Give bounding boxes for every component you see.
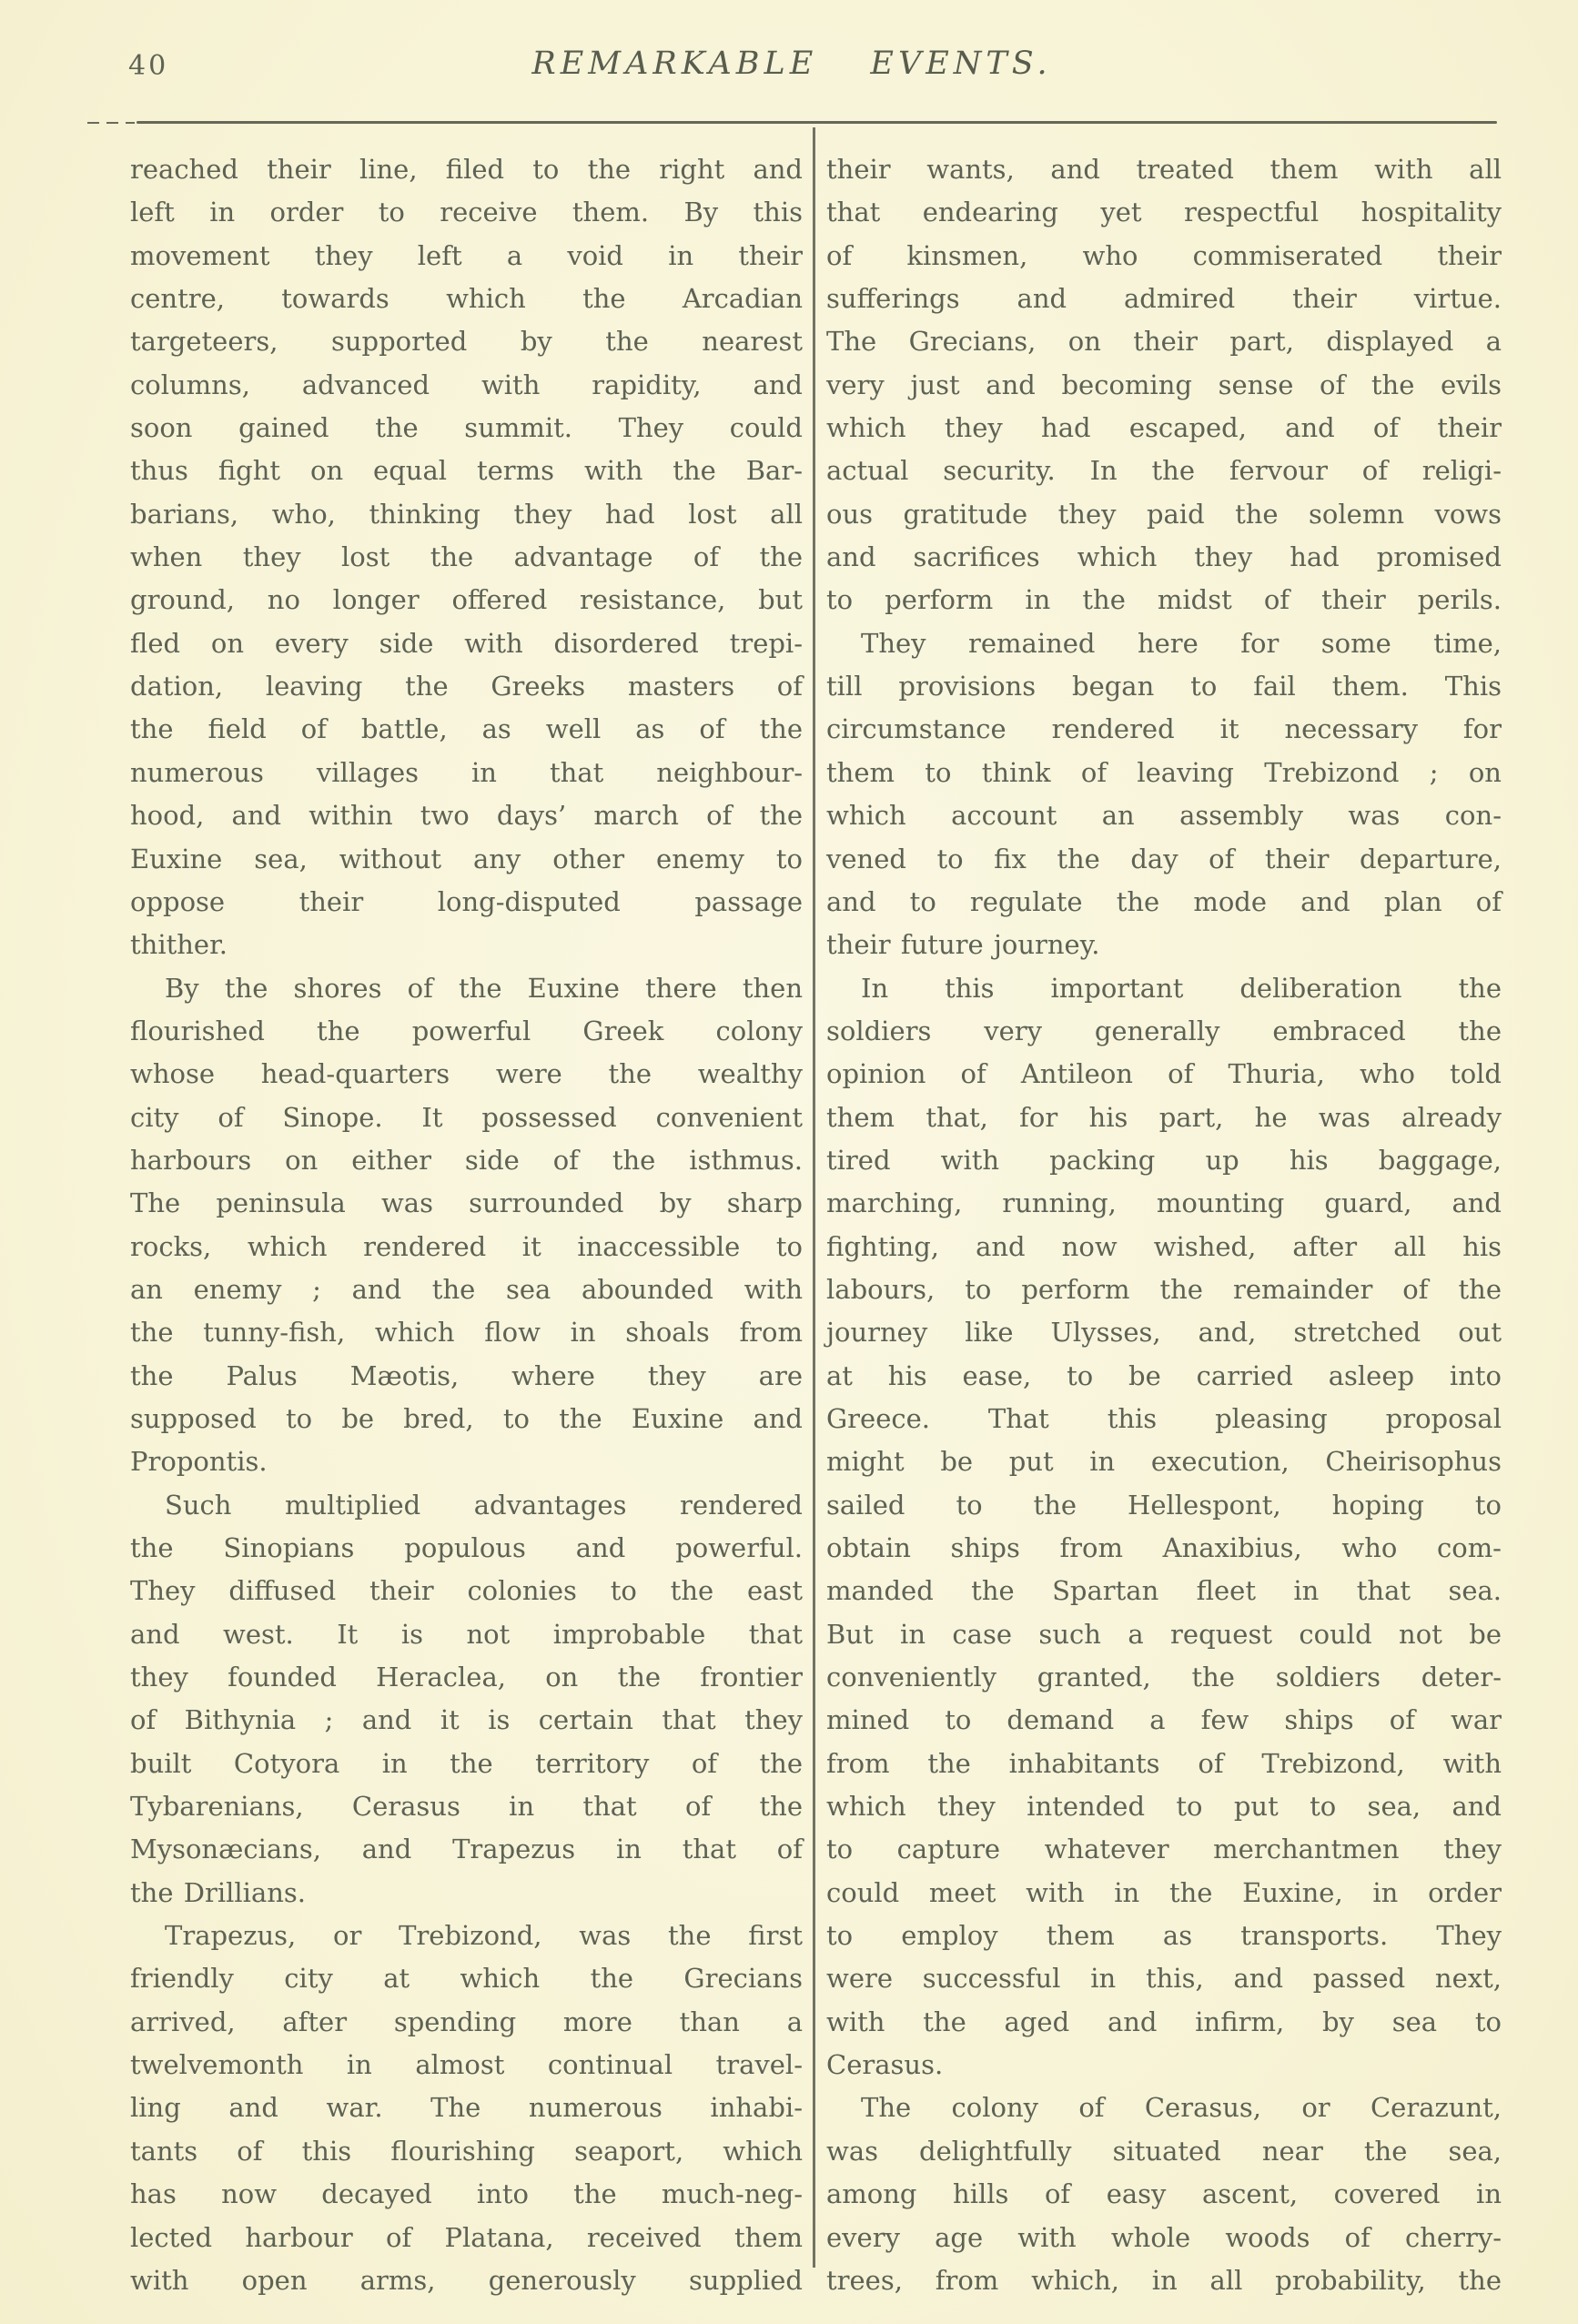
text-line: to capture whatever merchantmen they: [826, 1834, 1502, 1865]
text-line: to perform in the midst of their perils.: [826, 584, 1502, 616]
text-line: numerous villages in that neighbour-: [130, 756, 803, 788]
left-text-column: [130, 148, 803, 2302]
text-line: and west. It is not improbable that: [130, 1618, 803, 1650]
text-line: when they lost the advantage of the: [130, 541, 803, 573]
text-line: thus fight on equal terms with the Bar-: [130, 455, 803, 487]
text-line: of kinsmen, who commiserated their: [826, 239, 1502, 271]
text-line: barians, who, thinking they had lost all: [130, 498, 803, 530]
text-line: from the inhabitants of Trebizond, with: [826, 1747, 1502, 1779]
text-line: soldiers very generally embraced the: [826, 1015, 1502, 1046]
header-rule-dash: [87, 122, 135, 124]
text-line: oppose their long-disputed passage: [130, 885, 803, 917]
header-rule: [137, 121, 1497, 124]
text-line: the field of battle, as well as of the: [130, 713, 803, 745]
text-line: might be put in execution, Cheirisophus: [826, 1446, 1502, 1478]
text-line: supposed to be bred, to the Euxine and: [130, 1402, 803, 1434]
text-line: were successful in this, and passed next,: [826, 1963, 1502, 1995]
text-line: very just and becoming sense of the evils: [826, 369, 1502, 400]
text-line: soon gained the summit. They could: [130, 412, 803, 444]
text-line: The Grecians, on their part, displayed a: [826, 326, 1502, 358]
text-line: Mysonæcians, and Trapezus in that of: [130, 1834, 803, 1865]
text-line: mined to demand a few ships of war: [826, 1704, 1502, 1736]
text-line: them to think of leaving Trebizond ; on: [826, 756, 1502, 788]
text-line: the Sinopians populous and powerful.: [130, 1532, 803, 1563]
text-line: ground, no longer offered resistance, but: [130, 584, 803, 616]
text-line: of Bithynia ; and it is certain that they: [130, 1704, 803, 1736]
text-line: whose head-quarters were the wealthy: [130, 1058, 803, 1090]
text-line: tants of this flourishing seaport, which: [130, 2135, 803, 2167]
text-line: manded the Spartan fleet in that sea.: [826, 1575, 1502, 1607]
text-line: hood, and within two days’ march of the: [130, 800, 803, 832]
text-line: By the shores of the Euxine there then: [165, 972, 803, 1004]
text-line: dation, leaving the Greeks masters of: [130, 671, 803, 702]
text-line: Greece. That this pleasing proposal: [826, 1402, 1502, 1434]
text-line: and to regulate the mode and plan of: [826, 885, 1502, 917]
column-divider-rule: [813, 127, 815, 2268]
text-line: twelvemonth in almost continual travel-: [130, 2049, 803, 2081]
text-line: Propontis.: [130, 1446, 268, 1478]
text-line: opinion of Antileon of Thuria, who told: [826, 1058, 1502, 1090]
running-header-title: REMARKABLE EVENTS.: [531, 45, 1052, 82]
text-line: marching, running, mounting guard, and: [826, 1187, 1502, 1219]
text-line: till provisions began to fail them. This: [826, 671, 1502, 702]
text-line: them that, for his part, he was already: [826, 1101, 1502, 1133]
text-line: circumstance rendered it necessary for: [826, 713, 1502, 745]
text-line: the Palus Mæotis, where they are: [130, 1359, 803, 1391]
text-line: They remained here for some time,: [861, 627, 1502, 659]
text-line: The colony of Cerasus, or Cerazunt,: [861, 2092, 1502, 2124]
text-line: ous gratitude they paid the solemn vows: [826, 498, 1502, 530]
text-line: arrived, after spending more than a: [130, 2006, 803, 2037]
text-line: Trapezus, or Trebizond, was the first: [165, 1920, 803, 1952]
text-line: which they had escaped, and of their: [826, 412, 1502, 444]
text-line: Such multiplied advantages rendered: [165, 1489, 803, 1521]
text-line: left in order to receive them. By this: [130, 197, 803, 228]
text-line: movement they left a void in their: [130, 239, 803, 271]
text-line: obtain ships from Anaxibius, who com-: [826, 1532, 1502, 1563]
text-line: friendly city at which the Grecians: [130, 1963, 803, 1995]
text-line: could meet with in the Euxine, in order: [826, 1876, 1502, 1908]
text-line: with the aged and infirm, by sea to: [826, 2006, 1502, 2037]
text-line: ling and war. The numerous inhabi-: [130, 2092, 803, 2124]
text-line: columns, advanced with rapidity, and: [130, 369, 803, 400]
text-line: every age with whole woods of cherry-: [826, 2221, 1502, 2253]
right-text-column: [826, 148, 1502, 2302]
text-line: labours, to perform the remainder of the: [826, 1273, 1502, 1305]
text-line: an enemy ; and the sea abounded with: [130, 1273, 803, 1305]
text-line: at his ease, to be carried asleep into: [826, 1359, 1502, 1391]
text-line: vened to fix the day of their departure,: [826, 843, 1502, 874]
text-line: tired with packing up his baggage,: [826, 1144, 1502, 1176]
text-line: flourished the powerful Greek colony: [130, 1015, 803, 1046]
text-line: Cerasus.: [826, 2049, 944, 2081]
text-line: city of Sinope. It possessed convenient: [130, 1101, 803, 1133]
text-line: centre, towards which the Arcadian: [130, 283, 803, 315]
text-line: actual security. In the fervour of religi-: [826, 455, 1502, 487]
page-number: 40: [128, 50, 169, 82]
text-line: thither.: [130, 929, 228, 961]
text-line: trees, from which, in all probability, the: [826, 2264, 1502, 2296]
text-line: sailed to the Hellespont, hoping to: [826, 1489, 1502, 1521]
text-line: and sacrifices which they had promised: [826, 541, 1502, 573]
text-line: sufferings and admired their virtue.: [826, 283, 1502, 315]
text-line: reached their line, filed to the right and: [130, 154, 803, 185]
text-line: the tunny-fish, which flow in shoals from: [130, 1317, 803, 1349]
text-line: built Cotyora in the territory of the: [130, 1747, 803, 1779]
text-line: Tybarenians, Cerasus in that of the: [130, 1791, 803, 1823]
text-line: journey like Ulysses, and, stretched out: [826, 1317, 1502, 1349]
text-line: fled on every side with disordered trepi-: [130, 627, 803, 659]
text-line: lected harbour of Platana, received them: [130, 2221, 803, 2253]
text-line: has now decayed into the much-neg-: [130, 2178, 803, 2210]
text-line: Euxine sea, without any other enemy to: [130, 843, 803, 874]
text-line: they founded Heraclea, on the frontier: [130, 1662, 803, 1693]
text-line: their future journey.: [826, 929, 1100, 961]
text-line: that endearing yet respectful hospitality: [826, 197, 1502, 228]
text-line: their wants, and treated them with all: [826, 154, 1502, 185]
text-line: The peninsula was surrounded by sharp: [130, 1187, 803, 1219]
text-line: which they intended to put to sea, and: [826, 1791, 1502, 1823]
text-line: targeteers, supported by the nearest: [130, 326, 803, 358]
text-line: was delightfully situated near the sea,: [826, 2135, 1502, 2167]
text-line: among hills of easy ascent, covered in: [826, 2178, 1502, 2210]
text-line: fighting, and now wished, after all his: [826, 1230, 1502, 1262]
text-line: which account an assembly was con-: [826, 800, 1502, 832]
text-line: conveniently granted, the soldiers deter-: [826, 1662, 1502, 1693]
text-line: the Drillians.: [130, 1876, 307, 1908]
text-line: In this important deliberation the: [861, 972, 1502, 1004]
text-line: They diffused their colonies to the east: [130, 1575, 803, 1607]
text-line: to employ them as transports. They: [826, 1920, 1502, 1952]
text-line: rocks, which rendered it inaccessible to: [130, 1230, 803, 1262]
text-line: But in case such a request could not be: [826, 1618, 1502, 1650]
text-line: with open arms, generously supplied: [130, 2264, 803, 2296]
text-line: harbours on either side of the isthmus.: [130, 1144, 803, 1176]
